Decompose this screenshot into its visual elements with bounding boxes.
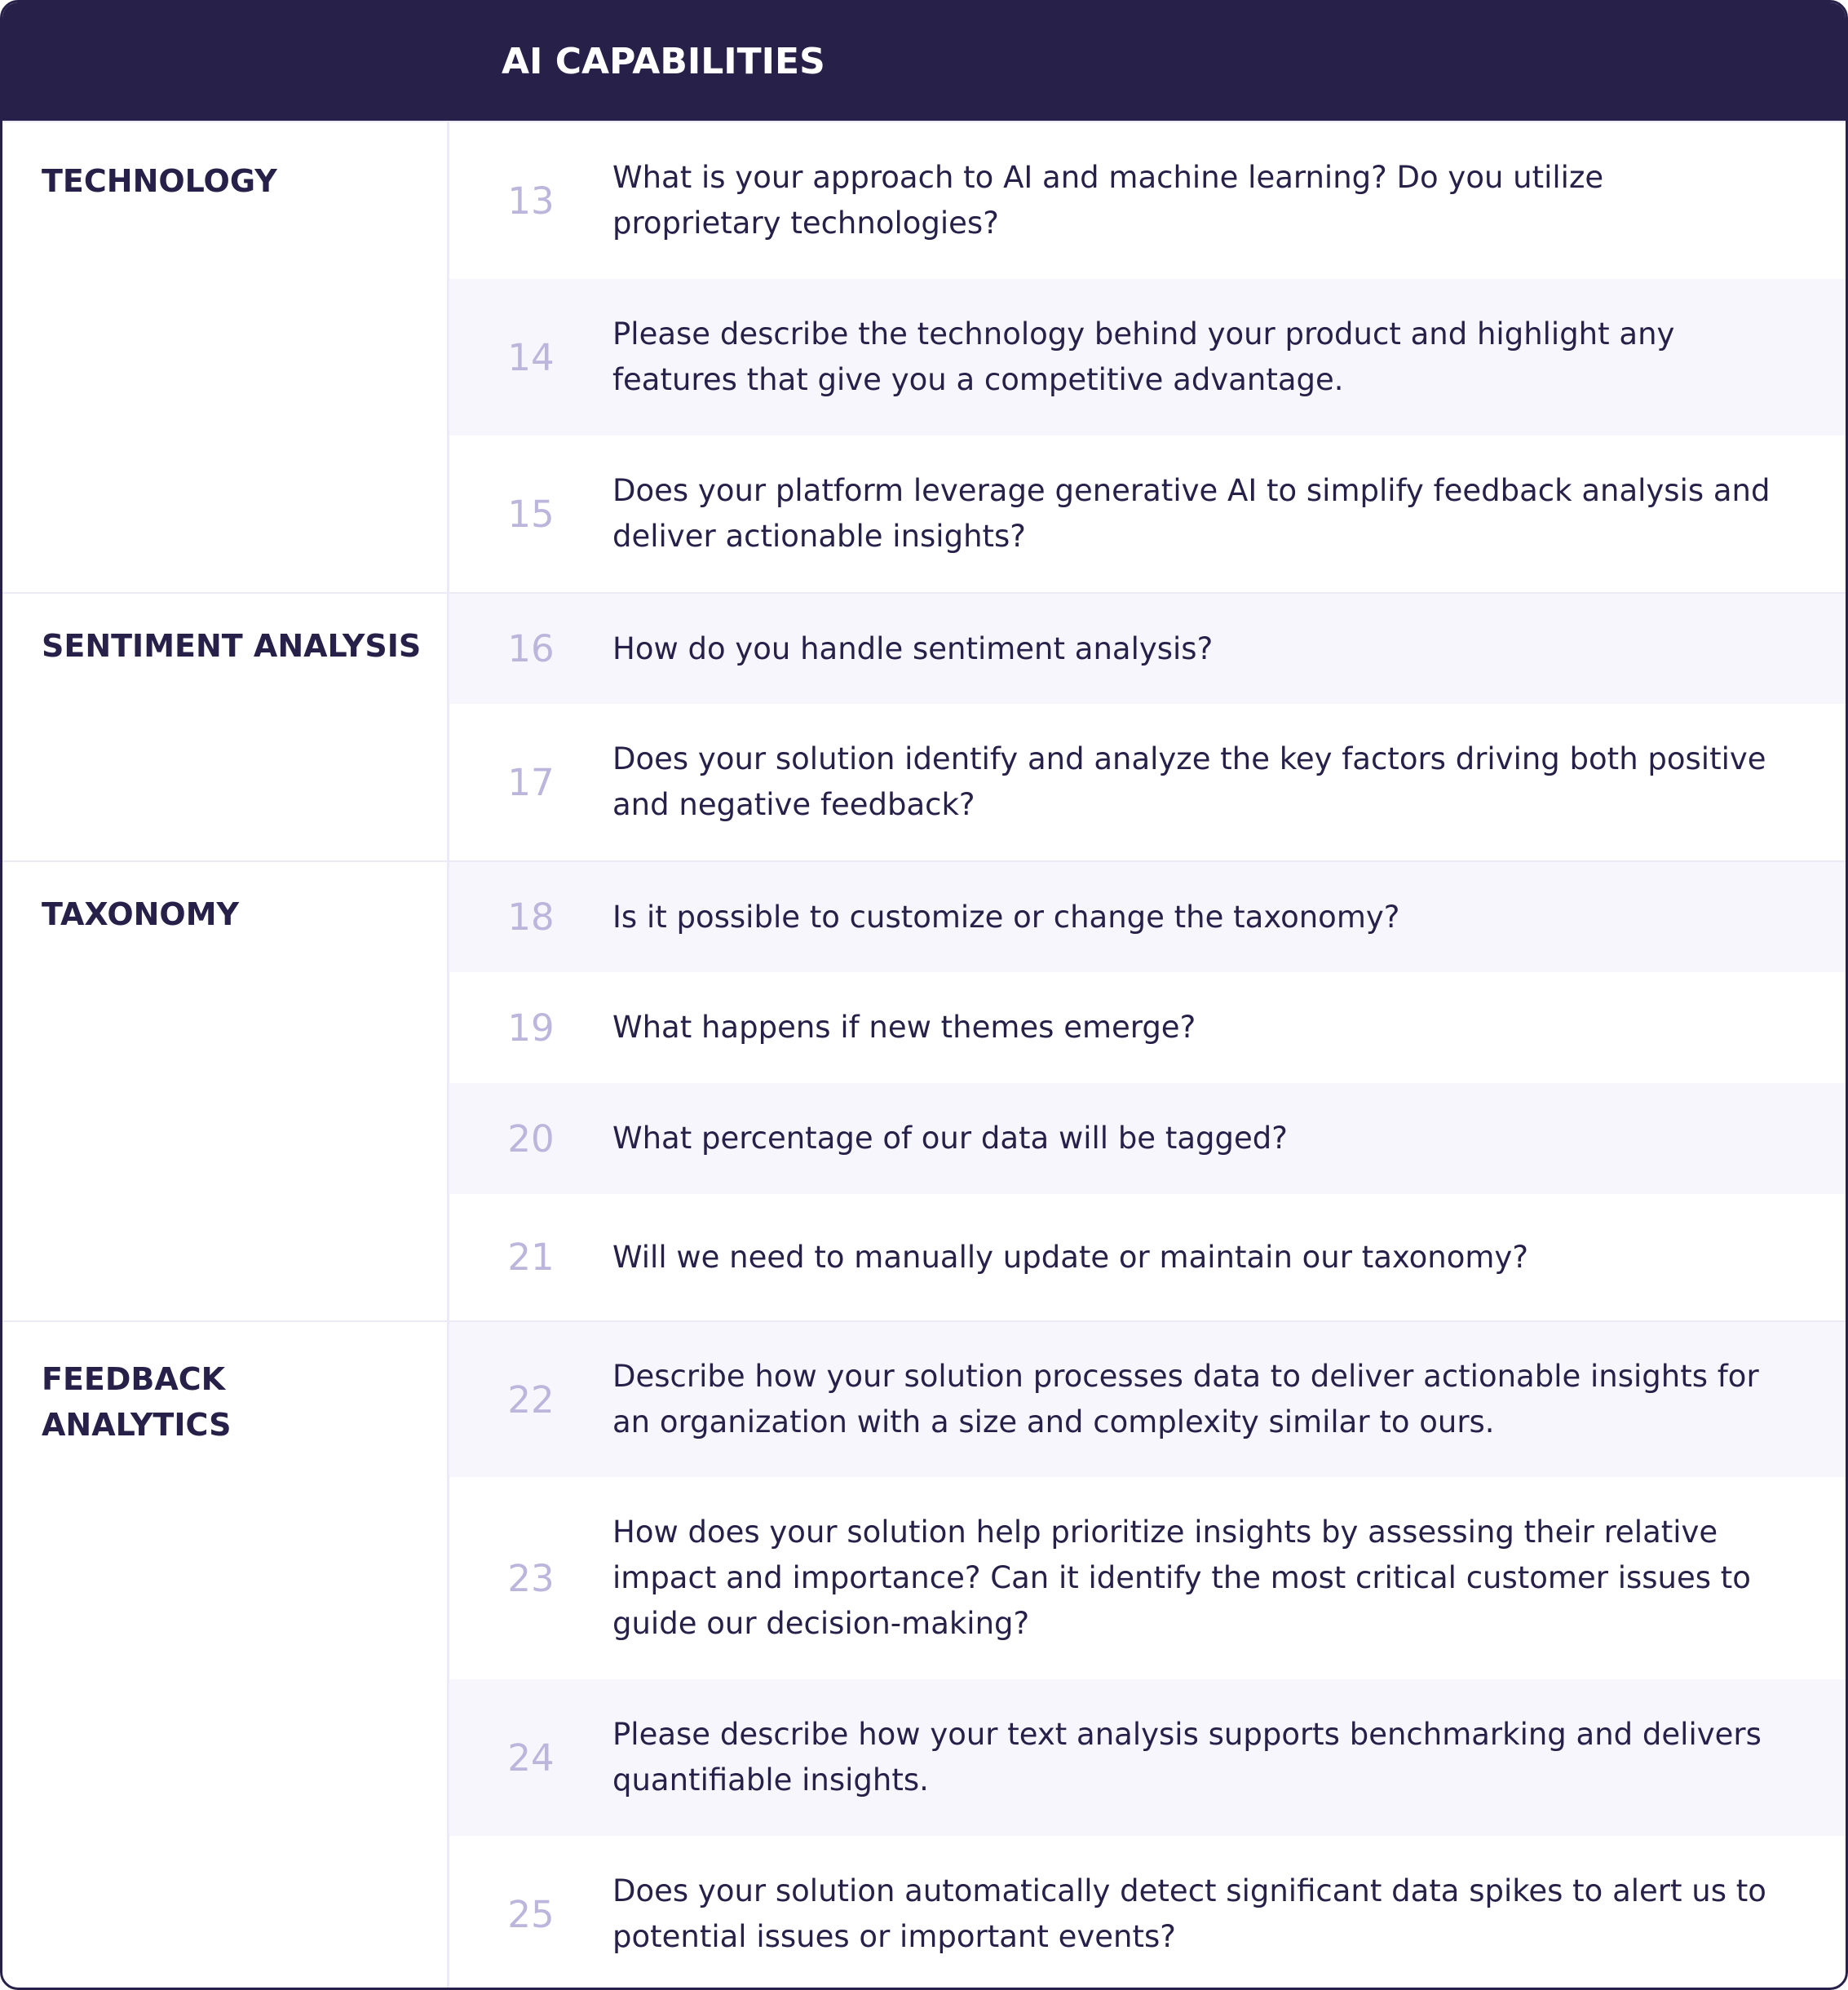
question-number: 18 bbox=[507, 896, 555, 939]
question-number: 21 bbox=[507, 1236, 555, 1279]
question-text: What happens if new themes emerge? bbox=[612, 1010, 1196, 1045]
category-label: FEEDBACK ANALYTICS bbox=[2, 1322, 449, 1990]
question-text: Does your solution automatically detect significant data spikes to alert us to potential issues or important events? bbox=[612, 1873, 1766, 1954]
section-sentiment-analysis bbox=[2, 592, 1846, 860]
category-label: SENTIMENT ANALYSIS bbox=[2, 594, 449, 860]
question-number: 23 bbox=[507, 1556, 555, 1600]
section-technology bbox=[2, 121, 1846, 592]
category-label: TAXONOMY bbox=[2, 862, 449, 1320]
section-taxonomy bbox=[2, 860, 1846, 1320]
question-number: 13 bbox=[507, 179, 555, 223]
question-text: How does your solution help prioritize insights by assessing their relative impact and importance? Can it identify the most critical customer issues to guide our decision-making? bbox=[612, 1515, 1751, 1641]
question-row bbox=[449, 1477, 1846, 1679]
question-row bbox=[449, 122, 1846, 279]
question-text: Is it possible to customize or change the taxonomy? bbox=[612, 899, 1400, 935]
question-text: Does your platform leverage generative AI to simplify feedback analysis and deliver actionable insights? bbox=[612, 473, 1771, 554]
question-number: 24 bbox=[507, 1736, 555, 1780]
question-row bbox=[449, 1322, 1846, 1477]
question-number: 25 bbox=[507, 1892, 555, 1936]
question-text: Does your solution identify and analyze the key factors driving both positive and negative feedback? bbox=[612, 741, 1766, 822]
table-header bbox=[2, 2, 1846, 121]
question-text: What is your approach to AI and machine learning? Do you utilize proprietary technologies? bbox=[612, 160, 1604, 241]
question-text: What percentage of our data will be tagged? bbox=[612, 1121, 1288, 1156]
question-row bbox=[449, 704, 1846, 860]
question-text: Please describe the technology behind your product and highlight any features that give you a competitive advantage. bbox=[612, 316, 1675, 397]
question-row bbox=[449, 594, 1846, 704]
question-row bbox=[449, 279, 1846, 436]
question-row bbox=[449, 1679, 1846, 1836]
question-text: How do you handle sentiment analysis? bbox=[612, 630, 1214, 666]
table-title: AI CAPABILITIES bbox=[502, 41, 825, 82]
question-row bbox=[449, 1836, 1846, 1990]
question-text: Will we need to manually update or maintain our taxonomy? bbox=[612, 1239, 1528, 1275]
section-feedback-analytics bbox=[2, 1320, 1846, 1990]
question-text: Please describe how your text analysis supports benchmarking and delivers quantifiable insights. bbox=[612, 1717, 1762, 1798]
question-number: 14 bbox=[507, 335, 555, 379]
question-text: Describe how your solution processes data to deliver actionable insights for an organization with a size and complexity similar to ours. bbox=[612, 1359, 1759, 1439]
question-number: 15 bbox=[507, 492, 555, 536]
question-number: 16 bbox=[507, 627, 555, 670]
question-number: 19 bbox=[507, 1006, 555, 1050]
question-row bbox=[449, 1083, 1846, 1194]
question-row bbox=[449, 1194, 1846, 1320]
question-number: 20 bbox=[507, 1117, 555, 1161]
question-row bbox=[449, 436, 1846, 592]
question-row bbox=[449, 972, 1846, 1083]
question-number: 22 bbox=[507, 1378, 555, 1422]
category-label: TECHNOLOGY bbox=[2, 122, 449, 592]
question-number: 17 bbox=[507, 760, 555, 804]
question-row bbox=[449, 862, 1846, 972]
